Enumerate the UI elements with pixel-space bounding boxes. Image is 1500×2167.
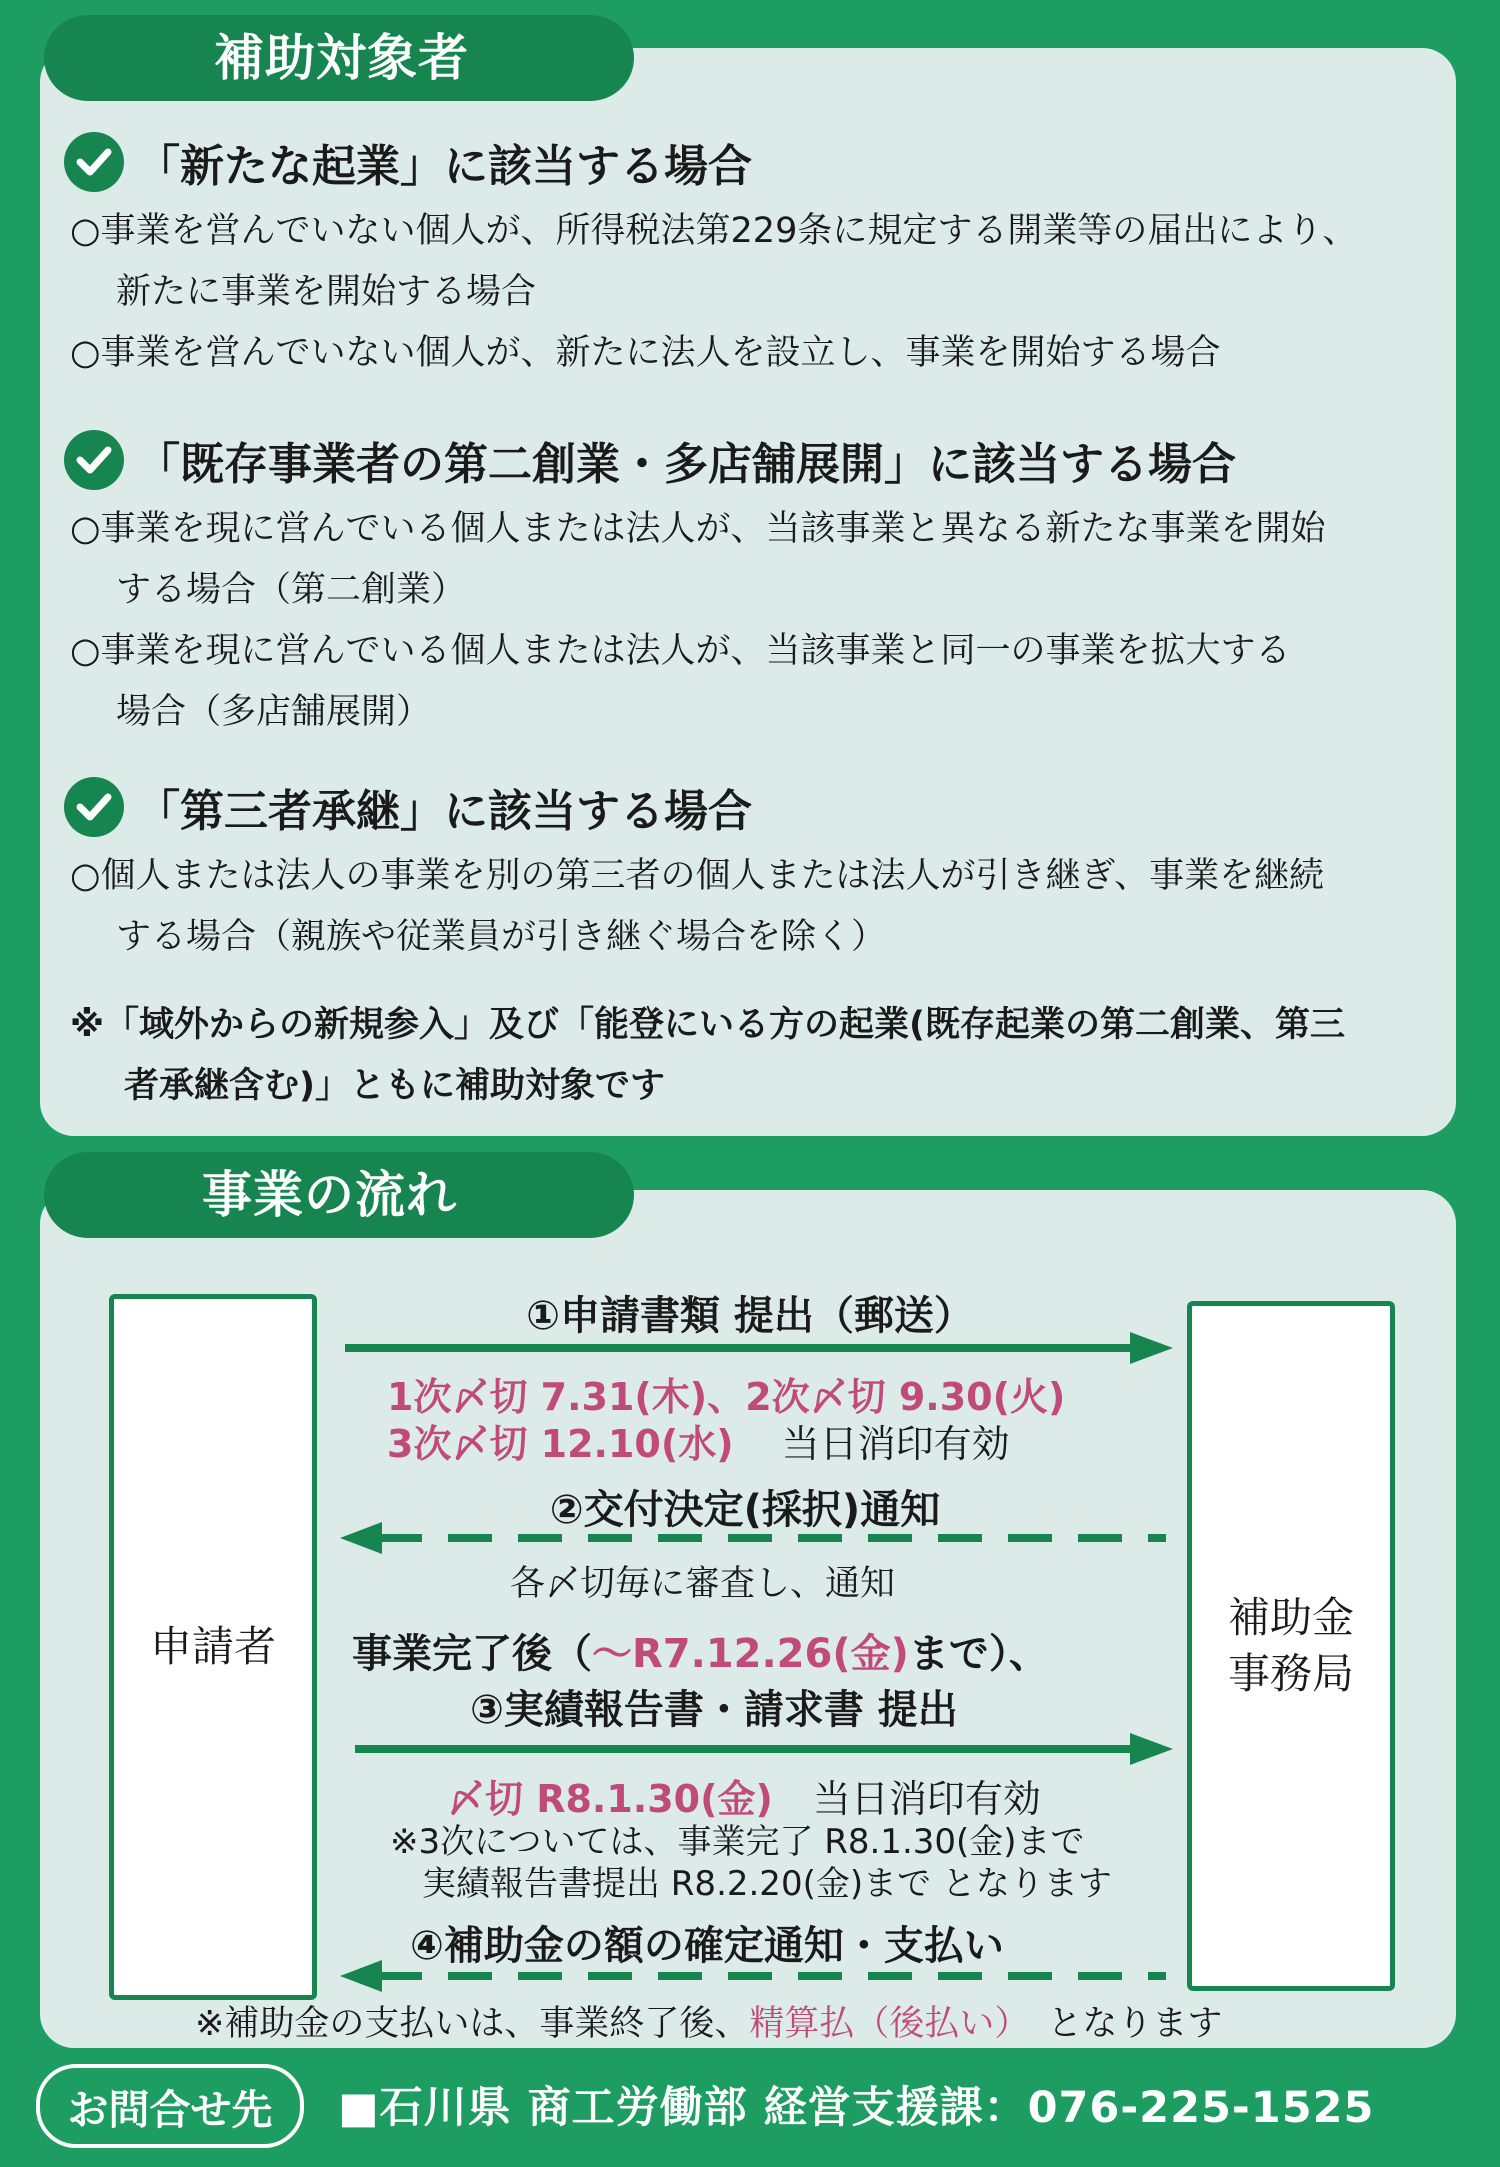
deadline-line3: 〆切 R8.1.30(金) 当日消印有効 bbox=[447, 1777, 1041, 1821]
eligibility-note: ※「域外からの新規参入」及び「能登にいる方の起業(既存起業の第二創業、第三 者承継含む)」ともに補助対象です bbox=[70, 1005, 1346, 1106]
block-text-second-founding: ○事業を現に営んでいる個人または法人が、当該事業と異なる新たな事業を開始 する場合（第二創業） ○事業を現に営んでいる個人または法人が、当該事業と同一の事業を拡大する 場合（多店舗展開） bbox=[70, 509, 1326, 732]
block-title-succession: 「第三者承継」に該当する場合 bbox=[64, 775, 752, 839]
step1-arrow bbox=[345, 1330, 1175, 1366]
check-icon bbox=[64, 777, 124, 837]
contact-info: ■石川県 商工労働部 経営支援課：076-225-1525 bbox=[338, 2083, 1375, 2133]
check-icon bbox=[64, 430, 124, 490]
office-box: 補助金 事務局 bbox=[1187, 1301, 1395, 1991]
deadline-line1: 1次〆切 7.31(木)、2次〆切 9.30(火) bbox=[387, 1375, 1066, 1419]
step1-label: ①申請書類 提出（郵送） bbox=[526, 1293, 974, 1339]
block-title-second-founding: 「既存事業者の第二創業・多店舗展開」に該当する場合 bbox=[64, 428, 1236, 492]
deadline-line2: 3次〆切 12.10(水) 当日消印有効 bbox=[387, 1422, 1010, 1466]
payment-note: ※補助金の支払いは、事業終了後、精算払（後払い） となります bbox=[195, 2004, 1223, 2044]
step3-note-a: ※3次については、事業完了 R8.1.30(金)まで bbox=[390, 1822, 1085, 1862]
eligibility-tab: 補助対象者 bbox=[44, 15, 634, 101]
flow-tab: 事業の流れ bbox=[44, 1152, 634, 1238]
step4-arrow bbox=[338, 1958, 1168, 1994]
step2-label: ②交付決定(採択)通知 bbox=[549, 1487, 941, 1533]
block-text-new-business: ○事業を営んでいない個人が、所得税法第229条に規定する開業等の届出により、 新たに事業を開始する場合 ○事業を営んでいない個人が、新たに法人を設立し、事業を開始する場合 bbox=[70, 211, 1358, 373]
step4-label: ④補助金の額の確定通知・支払い bbox=[410, 1923, 1004, 1969]
step3-heading: 事業完了後（～R7.12.26(金)まで）、 bbox=[352, 1631, 1049, 1677]
step3-arrow bbox=[355, 1731, 1175, 1767]
check-icon bbox=[64, 132, 124, 192]
applicant-box: 申請者 bbox=[109, 1294, 317, 2000]
step3-label: ③実績報告書・請求書 提出 bbox=[470, 1687, 958, 1733]
contact-label: お問合せ先 bbox=[36, 2064, 304, 2148]
step2-note: 各〆切毎に審査し、通知 bbox=[510, 1564, 896, 1604]
step3-note-b: 実績報告書提出 R8.2.20(金)まで となります bbox=[422, 1864, 1112, 1904]
step2-arrow bbox=[338, 1520, 1168, 1556]
block-text-succession: ○個人または法人の事業を別の第三者の個人または法人が引き継ぎ、事業を継続 する場合（親族や従業員が引き継ぐ場合を除く） bbox=[70, 856, 1325, 957]
block-title-new-business: 「新たな起業」に該当する場合 bbox=[64, 130, 752, 194]
